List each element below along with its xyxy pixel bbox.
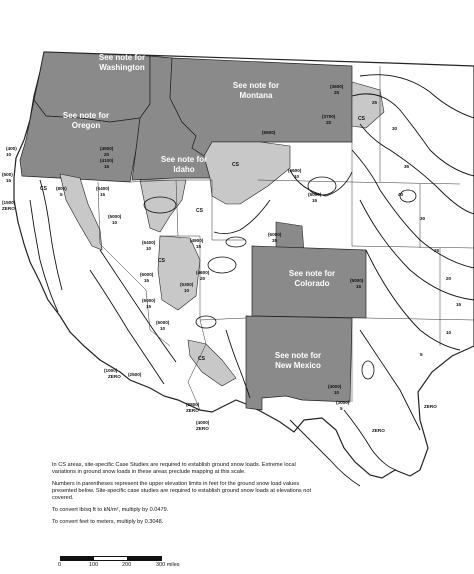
zone-value-label: 10 bbox=[446, 330, 452, 335]
zone-value-label: (6500) bbox=[262, 130, 276, 135]
zone-value-label: (4600) bbox=[196, 270, 210, 275]
meters-conversion-note: To convert feet to meters, multiply by 0.3048. bbox=[52, 519, 164, 525]
zone-value-label: 10 bbox=[294, 174, 300, 179]
zone-value-label: (5000) bbox=[308, 192, 322, 197]
zone-value-label: ZERO bbox=[372, 428, 385, 433]
new-mexico-note-line1: See note for bbox=[274, 351, 322, 360]
cs-label: CS bbox=[198, 356, 205, 362]
zone-value-label: (1000) bbox=[104, 368, 118, 373]
scale-bar-graphic bbox=[60, 556, 162, 561]
zone-value-label: (6400) bbox=[96, 186, 110, 191]
zone-value-label: 35 bbox=[272, 238, 278, 243]
zone-value-label: (6600) bbox=[288, 168, 302, 173]
zone-value-label: ZERO bbox=[2, 206, 15, 211]
zone-value-label: 15 bbox=[104, 164, 110, 169]
colorado-note-line2: Colorado bbox=[294, 279, 330, 288]
zone-value-label: (3000) bbox=[336, 400, 350, 405]
zone-value-label: 20 bbox=[326, 120, 332, 125]
zone-value-label: 40 bbox=[398, 192, 404, 197]
state-note-new-mexico bbox=[275, 351, 321, 370]
zone-value-label: 20 bbox=[200, 276, 206, 281]
parentheses-note: Numbers in parentheses represent the upper elevation limits in feet for the ground snow load values presented below. Site-specific case studies are required to establish ground snow loads at elevations not covered. bbox=[52, 481, 312, 501]
zone-value-label: 10 bbox=[112, 220, 118, 225]
zone-value-label: 5 bbox=[420, 352, 423, 357]
zone-value-label: ZERO bbox=[424, 404, 437, 409]
zone-value-label: (500) bbox=[2, 172, 13, 177]
legend-notes bbox=[52, 462, 312, 531]
zone-value-label: 15 bbox=[100, 192, 106, 197]
cs-label: CS bbox=[232, 162, 239, 168]
colorado-note-line1: See note for bbox=[288, 269, 336, 278]
zone-value-label: 5 bbox=[340, 406, 343, 411]
zone-value-label: 15 bbox=[312, 198, 318, 203]
oregon-note-line2: Oregon bbox=[71, 121, 101, 130]
zone-value-label: 20 bbox=[446, 276, 452, 281]
washington-note-line2: Washington bbox=[99, 63, 145, 72]
state-note-montana bbox=[233, 81, 279, 100]
oregon-note-line1: See note for bbox=[62, 111, 110, 120]
cs-label: CS bbox=[358, 116, 365, 122]
zone-value-label: 15 bbox=[146, 304, 152, 309]
zone-value-label: 15 bbox=[196, 244, 202, 249]
idaho-note-line2: Idaho bbox=[173, 165, 195, 174]
zone-value-label: 25 bbox=[434, 248, 440, 253]
zone-value-label: 30 bbox=[420, 216, 426, 221]
zone-value-label: (6000) bbox=[140, 272, 154, 277]
scale-tick: 300 miles bbox=[156, 562, 180, 568]
zone-value-label: (4100) bbox=[100, 158, 114, 163]
zone-value-label: (2500) bbox=[128, 372, 142, 377]
scale-tick: 100 bbox=[89, 562, 99, 568]
kn-conversion-note: To convert lb/sq ft to kN/m², multiply by 0.0479. bbox=[52, 507, 169, 513]
scale-tick: 0 bbox=[58, 562, 62, 568]
scale-bar bbox=[60, 556, 210, 572]
zone-value-label: 15 bbox=[144, 278, 150, 283]
new-mexico-note-line2: New Mexico bbox=[275, 361, 321, 370]
zone-value-label: (4900) bbox=[190, 238, 204, 243]
zone-value-label: (5300) bbox=[180, 282, 194, 287]
montana-note-line1: See note for bbox=[232, 81, 280, 90]
zone-value-label: (400) bbox=[6, 146, 17, 151]
zone-value-label: (5000) bbox=[350, 278, 364, 283]
idaho-note-line1: See note for bbox=[160, 155, 208, 164]
zone-value-label: (6000) bbox=[268, 232, 282, 237]
montana-region bbox=[170, 58, 352, 156]
zone-value-label: 25 bbox=[372, 100, 378, 105]
zone-value-label: 15 bbox=[356, 284, 362, 289]
zone-value-label: (1500) bbox=[2, 200, 16, 205]
zone-value-label: (5000) bbox=[156, 320, 170, 325]
zone-value-label: ZERO bbox=[108, 374, 121, 379]
zone-value-label: 10 bbox=[6, 152, 12, 157]
zone-value-label: (5000) bbox=[108, 214, 122, 219]
zone-value-label: (4500) bbox=[100, 146, 114, 151]
scale-tick: 200 bbox=[122, 562, 132, 568]
zone-value-label: 20 bbox=[104, 152, 110, 157]
zone-value-label: (6000) bbox=[142, 298, 156, 303]
cs-label: CS bbox=[158, 258, 165, 264]
zone-value-label: (3800) bbox=[186, 402, 200, 407]
zone-value-label: 30 bbox=[392, 126, 398, 131]
zone-value-label: 10 bbox=[334, 390, 340, 395]
zone-value-label: 15 bbox=[6, 178, 12, 183]
zone-value-label: (3700) bbox=[322, 114, 336, 119]
zone-value-label: ZERO bbox=[196, 426, 209, 431]
zone-value-label: (3600) bbox=[330, 84, 344, 89]
zone-value-label: (4000) bbox=[328, 384, 342, 389]
washington-note-line1: See note for bbox=[98, 53, 146, 62]
zone-value-label: (6400) bbox=[142, 240, 156, 245]
zone-value-label: 35 bbox=[404, 164, 410, 169]
cs-note: In CS areas, site-specific Case Studies are required to establish ground snow loads. Extreme local variations in ground snow loads in these areas preclude mapping at this scale. bbox=[52, 462, 296, 475]
zone-value-label: 5 bbox=[60, 192, 63, 197]
state-note-colorado bbox=[289, 269, 335, 288]
zone-value-label: 10 bbox=[184, 288, 190, 293]
zone-value-label: (4000) bbox=[196, 420, 210, 425]
zone-value-label: 25 bbox=[334, 90, 340, 95]
state-note-washington bbox=[99, 53, 145, 72]
zone-value-label: 15 bbox=[456, 302, 462, 307]
zone-value-label: 10 bbox=[160, 326, 166, 331]
montana-note-line2: Montana bbox=[239, 91, 273, 100]
cs-label: CS bbox=[196, 208, 203, 214]
zone-value-label: ZERO bbox=[186, 408, 199, 413]
zone-value-label: 10 bbox=[146, 246, 152, 251]
cs-label: CS bbox=[40, 186, 47, 192]
zone-value-label: (800) bbox=[56, 186, 67, 191]
